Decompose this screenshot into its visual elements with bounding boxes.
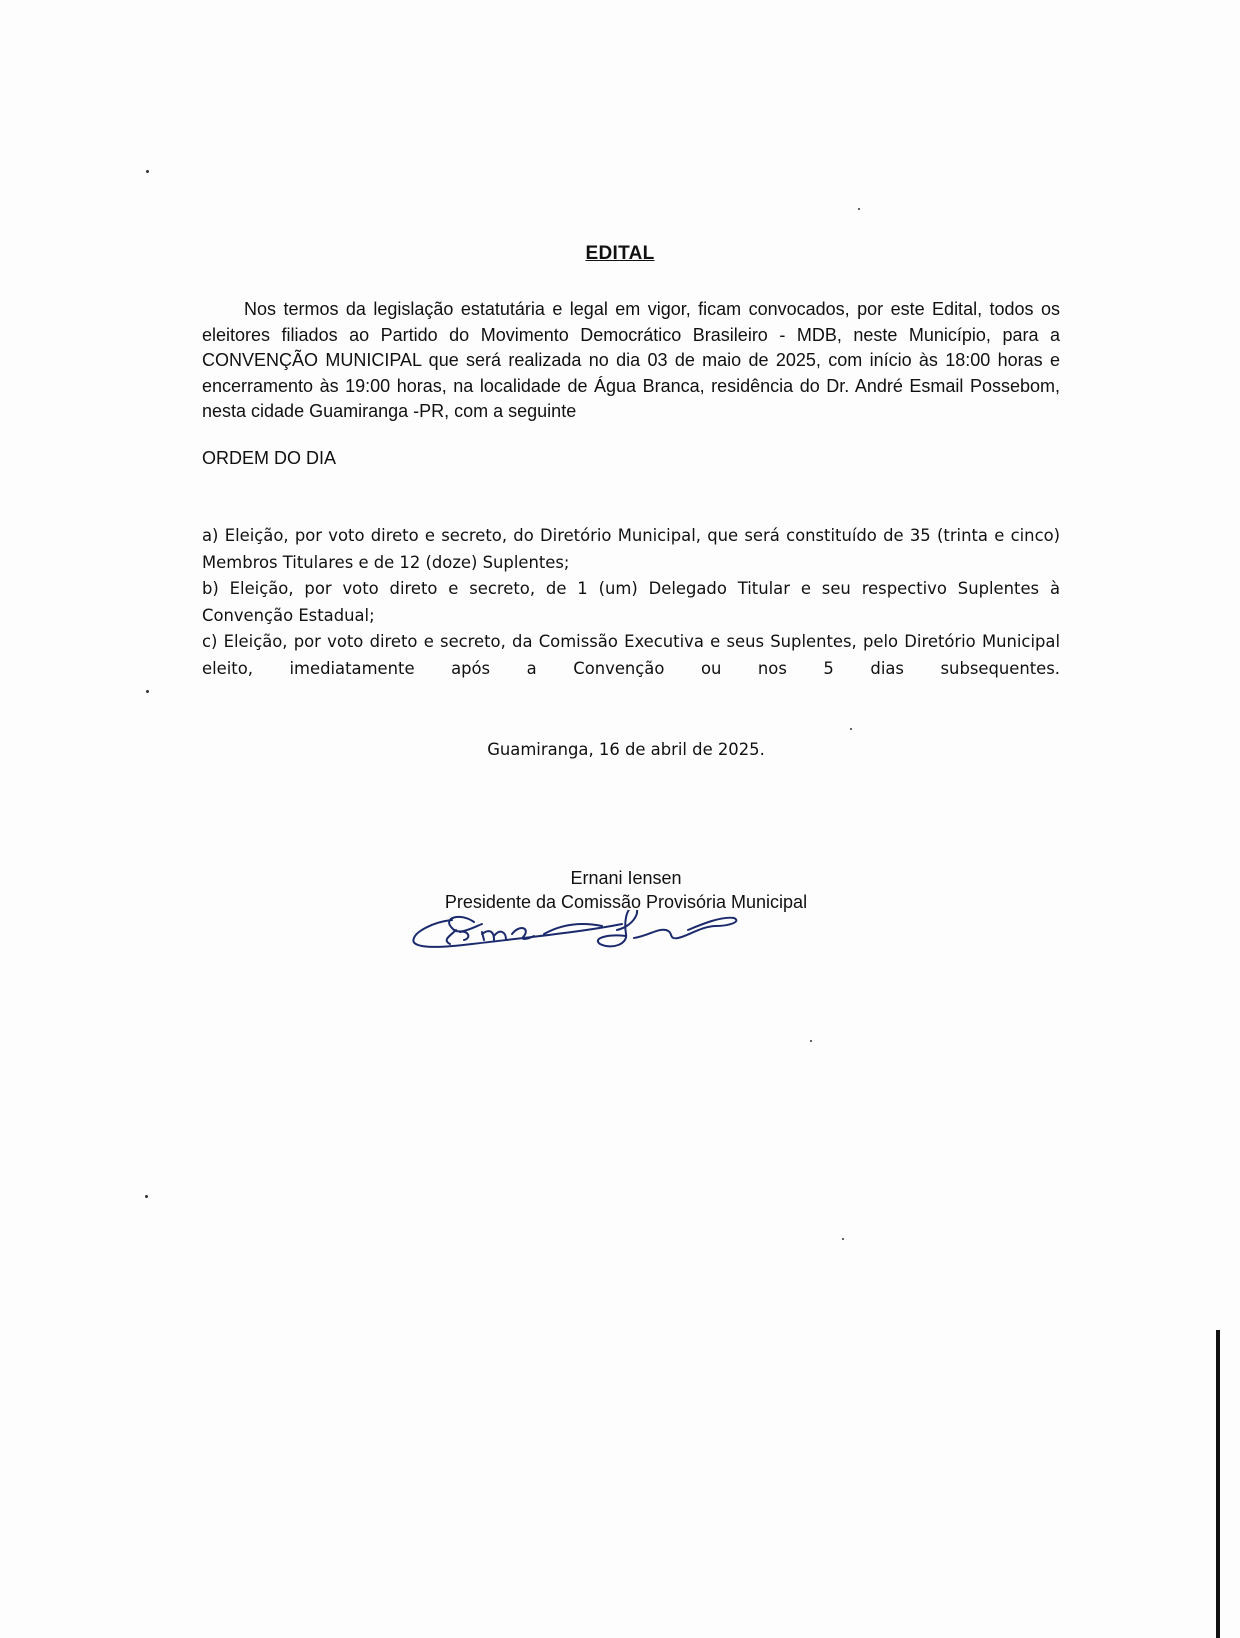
scan-speck	[850, 728, 852, 730]
signer-role: Presidente da Comissão Provisória Municipal	[444, 892, 808, 912]
agenda-item-a: a) Eleição, por voto direto e secreto, do Diretório Municipal, que será constituído de 35 (trinta e cinco) Membros Titulares e de 12 (doze) Suplentes;	[202, 526, 1060, 572]
agenda-item-b: b) Eleição, por voto direto e secreto, de 1 (um) Delegado Titular e seu respectivo Suplentes à Convenção Estadual;	[202, 579, 1060, 625]
scan-speck	[146, 690, 149, 693]
agenda-heading: ORDEM DO DIA	[202, 448, 337, 468]
signer-block	[0, 866, 1240, 914]
date-line: Guamiranga, 16 de abril de 2025.	[487, 740, 765, 759]
scan-edge-line	[1216, 1330, 1220, 1638]
document-title: EDITAL	[585, 243, 655, 264]
scan-speck	[146, 170, 149, 173]
agenda-list	[202, 523, 1060, 682]
signer-name: Ernani Iensen	[570, 868, 682, 888]
scan-speck	[858, 208, 860, 210]
agenda-item-c: c) Eleição, por voto direto e secreto, da Comissão Executiva e seus Suplentes, pelo Diretório Municipal eleito, imediatamente após a Convenção ou nos 5 dias subsequentes.	[202, 632, 1060, 678]
scan-speck	[145, 1195, 148, 1198]
scan-speck	[842, 1238, 844, 1240]
handwritten-signature	[412, 910, 772, 1010]
intro-paragraph: Nos termos da legislação estatutária e legal em vigor, ficam convocados, por este Edital, todos os eleitores filiados ao Partido do Movimento Democrático Brasileiro - MDB, neste Município, para a CONVENÇÃO MUNICIPAL que será realizada no dia 03 de maio de 2025, com início às 18:00 horas e encerramento às 19:00 horas, na localidade de Água Branca, residência do Dr. André Esmail Possebom, nesta cidade Guamiranga -PR, com a seguinte	[202, 299, 1060, 421]
scan-speck	[810, 1040, 812, 1042]
